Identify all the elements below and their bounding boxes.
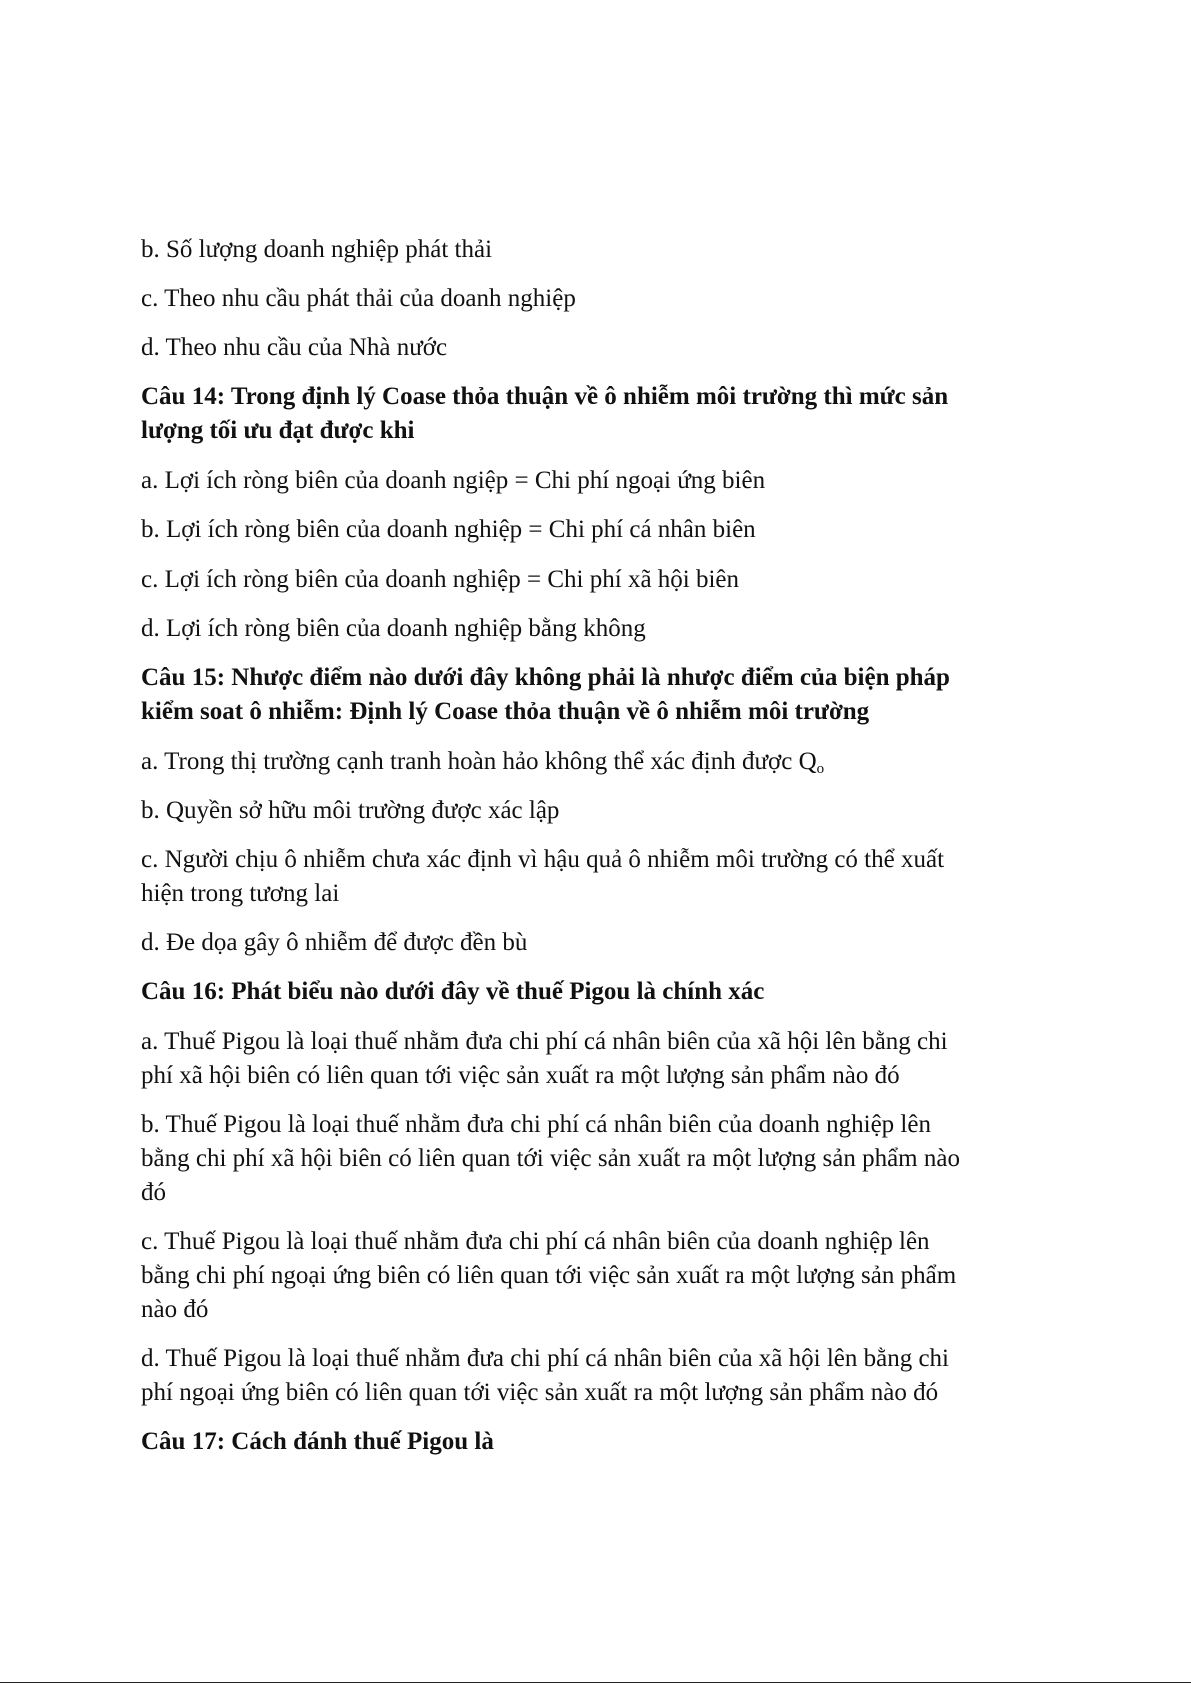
option-b-q14: b. Lợi ích ròng biên của doanh nghiệp = Chi phí cá nhân biên [141, 516, 756, 543]
option-d-q15: d. Đe dọa gây ô nhiễm để được đền bù [141, 929, 528, 956]
option-b-q16-line-1: b. Thuế Pigou là loại thuế nhằm đưa chi phí cá nhân biên của doanh nghiệp lên [141, 1111, 931, 1138]
option-c-q16-line-2: bằng chi phí ngoại ứng biên có liên quan tới việc sản xuất ra một lượng sản phẩm [141, 1262, 957, 1289]
question-17: Câu 17: Cách đánh thuế Pigou là [141, 1428, 494, 1455]
option-c-q16-line-3: nào đó [141, 1296, 209, 1323]
option-d-q16-line-2: phí ngoại ứng biên có liên quan tới việc sản xuất ra một lượng sản phẩm nào đó [141, 1379, 939, 1406]
subscript-o: o [816, 761, 825, 777]
option-b-q15: b. Quyền sở hữu môi trường được xác lập [141, 797, 560, 824]
option-b-q13: b. Số lượng doanh nghiệp phát thải [141, 236, 493, 263]
option-a-q16-line-2: phí xã hội biên có liên quan tới việc sản xuất ra một lượng sản phẩm nào đó [141, 1062, 900, 1089]
option-d-q13: d. Theo nhu cầu của Nhà nước [141, 334, 448, 361]
option-b-q16-line-2: bằng chi phí xã hội biên có liên quan tới việc sản xuất ra một lượng sản phẩm nào [141, 1145, 960, 1172]
option-a-q15: a. Trong thị trường cạnh tranh hoàn hảo không thể xác định được $Q_o$ [141, 748, 825, 777]
question-15-line-1: Câu 15: Nhược điểm nào dưới đây không phải là nhược điểm của biện pháp [141, 664, 950, 691]
option-c-q13: c. Theo nhu cầu phát thải của doanh nghiệp [141, 285, 576, 312]
question-16: Câu 16: Phát biểu nào dưới đây về thuế Pigou là chính xác [141, 978, 765, 1005]
option-a-q14: a. Lợi ích ròng biên của doanh ngiệp = Chi phí ngoại ứng biên [141, 467, 766, 494]
question-14-line-2: lượng tối ưu đạt được khi [141, 417, 415, 444]
option-d-q14: d. Lợi ích ròng biên của doanh nghiệp bằng không [141, 615, 646, 642]
option-c-q16-line-1: c. Thuế Pigou là loại thuế nhằm đưa chi phí cá nhân biên của doanh nghiệp lên [141, 1228, 930, 1255]
option-c-q15-line-2: hiện trong tương lai [141, 880, 340, 907]
question-15-line-2: kiểm soat ô nhiễm: Định lý Coase thỏa thuận về ô nhiễm môi trường [141, 698, 870, 725]
option-c-q15-line-1: c. Người chịu ô nhiễm chưa xác định vì hậu quả ô nhiễm môi trường có thể xuất [141, 846, 945, 873]
option-a-q16-line-1: a. Thuế Pigou là loại thuế nhằm đưa chi phí cá nhân biên của xã hội lên bằng chi [141, 1028, 948, 1055]
page-bottom-rule [0, 1682, 1191, 1683]
option-d-q16-line-1: d. Thuế Pigou là loại thuế nhằm đưa chi phí cá nhân biên của xã hội lên bằng chi [141, 1345, 950, 1372]
question-14-line-1: Câu 14: Trong định lý Coase thỏa thuận về ô nhiễm môi trường thì mức sản [141, 383, 949, 410]
option-c-q14: c. Lợi ích ròng biên của doanh nghiệp = Chi phí xã hội biên [141, 566, 740, 593]
option-b-q16-line-3: đó [141, 1179, 166, 1206]
